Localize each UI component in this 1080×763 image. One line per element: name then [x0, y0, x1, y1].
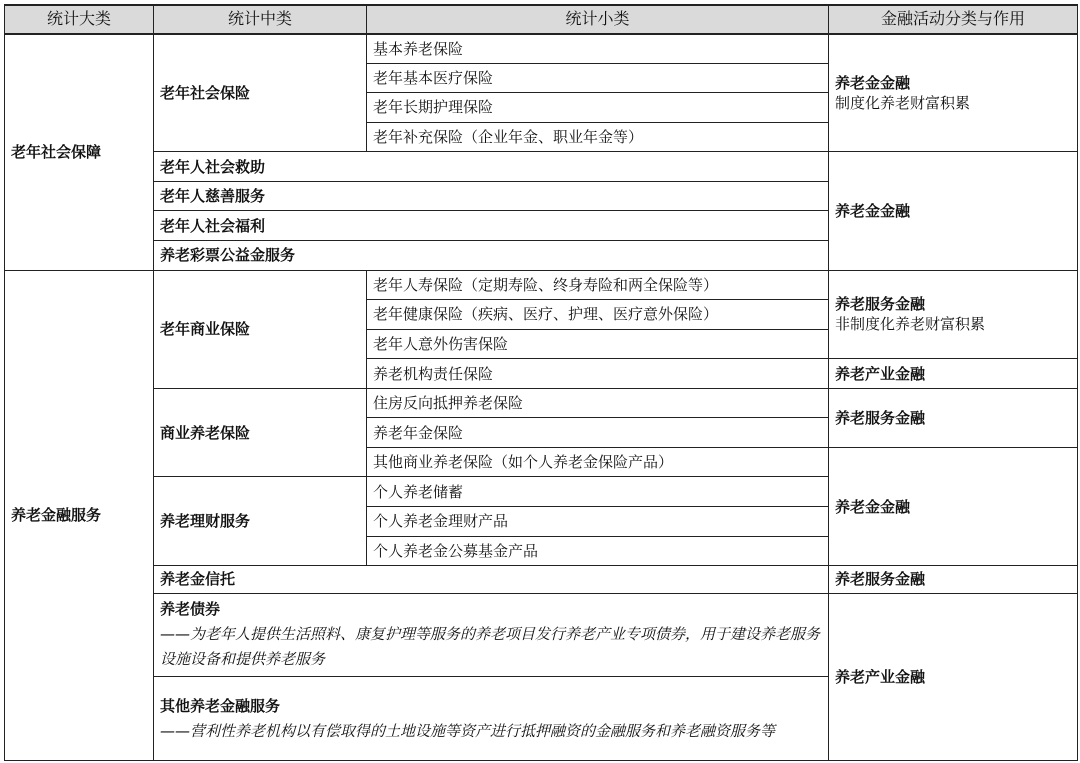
mid-category: 其他养老金融服务 — [160, 696, 281, 715]
mid-category: 老年社会保险 — [154, 34, 367, 152]
finance-class-title: 养老产业金融 — [829, 593, 1078, 760]
table-row — [5, 34, 1078, 64]
finance-class-title: 养老服务金融 — [829, 566, 1078, 594]
minor-category: 个人养老储蓄 — [367, 477, 829, 507]
mid-category: 养老理财服务 — [154, 477, 367, 566]
minor-category: 个人养老金理财产品 — [367, 507, 829, 537]
other-service-cell — [154, 677, 829, 761]
header-row — [5, 5, 1078, 34]
minor-category: 基本养老保险 — [367, 34, 829, 64]
classification-table — [4, 4, 1078, 761]
mid-category: 养老彩票公益金服务 — [154, 240, 829, 270]
minor-category: 其他商业养老保险（如个人养老金保险产品） — [367, 447, 829, 477]
table-row — [5, 270, 1078, 300]
finance-class — [829, 34, 1078, 152]
header-minor: 统计小类 — [367, 5, 829, 34]
finance-class-title: 养老金金融 — [829, 447, 1078, 565]
mid-category: 养老债券 — [160, 600, 221, 619]
finance-class-title: 养老产业金融 — [829, 359, 1078, 389]
minor-category: 老年补充保险（企业年金、职业年金等） — [367, 122, 829, 152]
finance-class — [829, 270, 1078, 359]
minor-category: 老年健康保险（疾病、医疗、护理、医疗意外保险） — [367, 300, 829, 330]
minor-category: 老年基本医疗保险 — [367, 63, 829, 93]
header-class: 金融活动分类与作用 — [829, 5, 1078, 34]
minor-category: 养老年金保险 — [367, 418, 829, 448]
header-mid: 统计中类 — [154, 5, 367, 34]
mid-category: 老年商业保险 — [154, 270, 367, 388]
minor-category: 养老机构责任保险 — [367, 359, 829, 389]
finance-class-desc: 非制度化养老财富积累 — [835, 315, 986, 334]
other-service-description: ——营利性养老机构以有偿取得的土地设施等资产进行抵押融资的金融服务和养老融资服务等 — [160, 721, 776, 740]
finance-class-title: 养老金金融 — [829, 152, 1078, 270]
mid-category: 老年人社会福利 — [154, 211, 829, 241]
mid-category: 老年人社会救助 — [154, 152, 829, 182]
major-category-2: 养老金融服务 — [5, 270, 154, 760]
finance-class-title: 养老服务金融 — [835, 295, 926, 314]
table-row — [5, 566, 1078, 594]
table-row — [5, 593, 1078, 677]
mid-category: 商业养老保险 — [154, 388, 367, 477]
bond-cell — [154, 593, 829, 677]
table-row — [5, 152, 1078, 182]
mid-category: 老年人慈善服务 — [154, 181, 829, 211]
finance-class-title: 养老金金融 — [835, 73, 911, 92]
minor-category: 老年长期护理保险 — [367, 93, 829, 123]
minor-category: 个人养老金公募基金产品 — [367, 536, 829, 566]
major-category-1: 老年社会保障 — [5, 34, 154, 271]
mid-category: 养老金信托 — [154, 566, 829, 594]
finance-class-title: 养老服务金融 — [829, 388, 1078, 447]
minor-category: 住房反向抵押养老保险 — [367, 388, 829, 418]
table-row — [5, 388, 1078, 418]
finance-class-desc: 制度化养老财富积累 — [835, 93, 971, 112]
bond-description: ——为老年人提供生活照料、康复护理等服务的养老项目发行养老产业专项债券，用于建设养老服务设施设备和提供养老服务 — [160, 625, 821, 669]
header-major: 统计大类 — [5, 5, 154, 34]
minor-category: 老年人意外伤害保险 — [367, 329, 829, 359]
minor-category: 老年人寿保险（定期寿险、终身寿险和两全保险等） — [367, 270, 829, 300]
